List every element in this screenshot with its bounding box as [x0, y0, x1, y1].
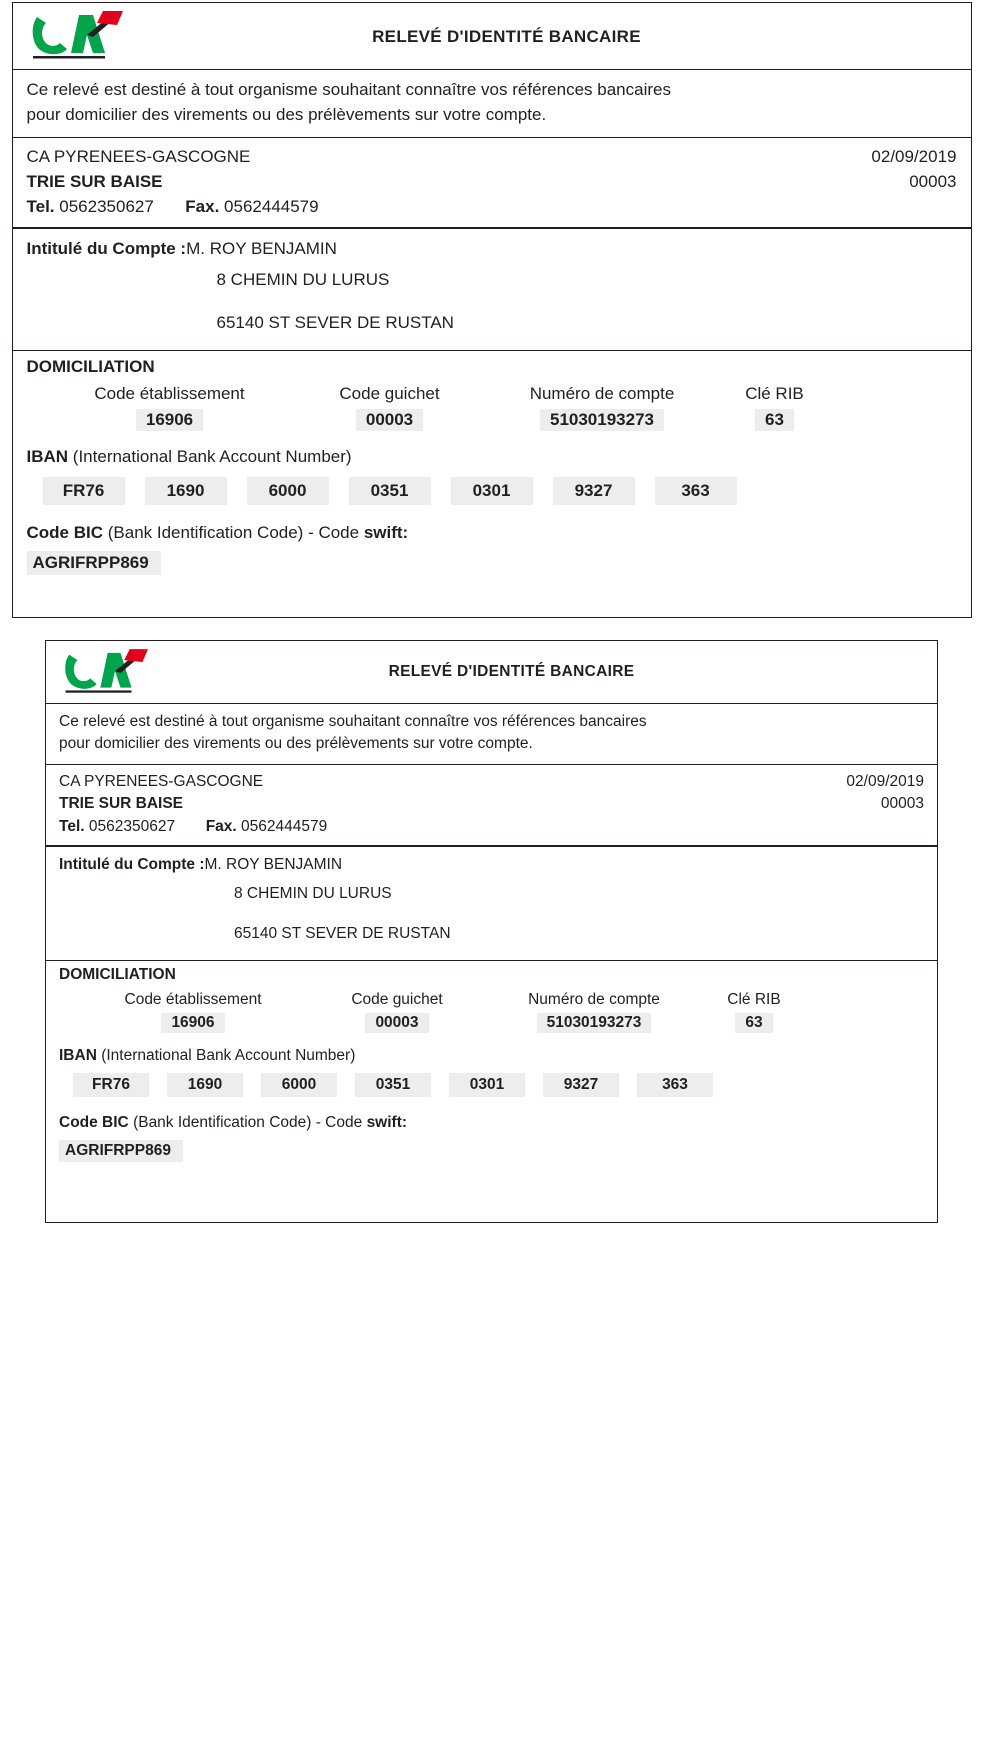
credit-agricole-logo: [27, 9, 147, 65]
tel-label: Tel.: [26, 196, 55, 216]
domiciliation-column: [703, 988, 805, 1033]
branch-code: 00003: [880, 795, 924, 813]
fax-label: Fax.: [205, 817, 237, 835]
bank-block: [13, 138, 971, 227]
rib-header: [13, 3, 971, 69]
account-holder-label: Intitulé du Compte :: [59, 856, 205, 874]
domiciliation-column: [485, 381, 720, 431]
page-title: RELEVÉ D'IDENTITÉ BANCAIRE: [372, 27, 641, 46]
bank-code-value: 16906: [161, 1013, 224, 1033]
address-line-2: 65140 ST SEVER DE RUSTAN: [234, 925, 451, 943]
address-line-1: 8 CHEMIN DU LURUS: [234, 885, 392, 903]
bic-description: (Bank Identification Code) - Code: [133, 1113, 363, 1131]
intro-line-2: pour domicilier des virements ou des prélèvements sur votre compte.: [59, 735, 533, 753]
iban-groups: [59, 1065, 924, 1101]
iban-group: 9327: [553, 477, 635, 505]
contact-line: [27, 195, 957, 220]
account-holder-address: [27, 259, 957, 344]
bank-code-value: 16906: [136, 409, 203, 431]
iban-block: [46, 1040, 937, 1108]
iban-description: (International Bank Account Number): [101, 1046, 356, 1064]
bic-label: Code BIC: [26, 522, 103, 542]
iban-group: 363: [637, 1073, 713, 1097]
swift-label: swift:: [363, 522, 409, 542]
account-number-label: Numéro de compte: [529, 384, 675, 404]
iban-group: 0351: [349, 477, 431, 505]
intro-line-1: Ce relevé est destiné à tout organisme souhaitant connaître vos références bancaires: [26, 80, 671, 99]
statement-date: 02/09/2019: [846, 772, 924, 790]
credit-agricole-logo: [60, 647, 170, 699]
intro-text: [46, 704, 937, 764]
domiciliation-block: [46, 961, 937, 1040]
iban-title: [27, 447, 957, 467]
domiciliation-column: [45, 381, 295, 431]
iban-group: 363: [655, 477, 737, 505]
intro-text: [13, 70, 971, 137]
iban-block: [13, 439, 971, 517]
domiciliation-title: DOMICILIATION: [26, 357, 155, 377]
bank-branch: TRIE SUR BAISE: [59, 795, 184, 813]
fax-value: 0562444579: [224, 196, 319, 216]
address-line-1: 8 CHEMIN DU LURUS: [216, 270, 390, 290]
iban-group: 0301: [451, 477, 533, 505]
branch-code: 00003: [909, 171, 957, 191]
tel-value: 0562350627: [88, 817, 176, 835]
account-number-label: Numéro de compte: [528, 990, 660, 1008]
bank-code-label: Code établissement: [94, 384, 245, 404]
iban-group: 6000: [261, 1073, 337, 1097]
tel-label: Tel.: [59, 817, 85, 835]
iban-group: 6000: [247, 477, 329, 505]
account-holder-line: [27, 239, 957, 259]
account-number-value: 51030193273: [540, 409, 664, 431]
branch-code-label: Code guichet: [351, 990, 443, 1008]
account-holder-name: M. ROY BENJAMIN: [204, 856, 343, 874]
bank-name: CA PYRENEES-GASCOGNE: [59, 772, 264, 790]
branch-code-label: Code guichet: [339, 384, 440, 404]
intro-line-1: Ce relevé est destiné à tout organisme souhaitant connaître vos références bancaires: [59, 712, 647, 730]
bic-value: AGRIFRPP869: [59, 1140, 183, 1162]
domiciliation-grid: [59, 984, 924, 1033]
account-holder-address: [59, 874, 924, 955]
account-holder-label: Intitulé du Compte :: [26, 239, 187, 259]
account-number-value: 51030193273: [537, 1013, 652, 1033]
branch-code-value: 00003: [365, 1013, 428, 1033]
rib-key-value: 63: [755, 409, 794, 431]
bic-description: (Bank Identification Code) - Code: [107, 522, 360, 542]
iban-group: 9327: [543, 1073, 619, 1097]
document-page: [0, 2, 983, 1223]
account-holder-line: [59, 856, 924, 874]
bank-block: [46, 765, 937, 845]
iban-group: 0351: [355, 1073, 431, 1097]
rib-key-label: Clé RIB: [727, 990, 781, 1008]
swift-label: swift:: [366, 1113, 408, 1131]
statement-date: 02/09/2019: [871, 147, 957, 167]
iban-group: FR76: [73, 1073, 149, 1097]
bank-name: CA PYRENEES-GASCOGNE: [26, 147, 251, 167]
rib-card-1: [12, 2, 972, 618]
bank-code-label: Code établissement: [124, 990, 262, 1008]
iban-title: [59, 1047, 924, 1065]
iban-label: IBAN: [26, 446, 69, 466]
bic-value: AGRIFRPP869: [27, 551, 161, 575]
tel-value: 0562350627: [59, 196, 154, 216]
iban-description: (International Bank Account Number): [72, 446, 352, 466]
bic-block: [46, 1108, 937, 1174]
rib-header: [46, 641, 937, 703]
domiciliation-column: [720, 381, 830, 431]
bank-branch: TRIE SUR BAISE: [26, 171, 163, 191]
domiciliation-column: [485, 988, 703, 1033]
iban-group: 0301: [449, 1073, 525, 1097]
bic-title: [27, 523, 957, 543]
iban-group: 1690: [167, 1073, 243, 1097]
account-holder-name: M. ROY BENJAMIN: [186, 239, 337, 259]
bic-label: Code BIC: [59, 1113, 129, 1131]
domiciliation-block: [13, 351, 971, 439]
fax-label: Fax.: [185, 196, 220, 216]
domiciliation-column: [295, 381, 485, 431]
domiciliation-column: [77, 988, 309, 1033]
iban-label: IBAN: [59, 1046, 97, 1064]
contact-line: [59, 816, 924, 838]
rib-key-label: Clé RIB: [745, 384, 804, 404]
domiciliation-title: DOMICILIATION: [59, 965, 176, 983]
address-line-2: 65140 ST SEVER DE RUSTAN: [216, 312, 454, 332]
account-holder-block: [46, 847, 937, 960]
rib-card-2: [45, 640, 938, 1223]
bic-block: [13, 517, 971, 591]
domiciliation-grid: [27, 377, 957, 431]
iban-group: FR76: [43, 477, 125, 505]
branch-code-value: 00003: [356, 409, 423, 431]
intro-line-2: pour domicilier des virements ou des prélèvements sur votre compte.: [26, 104, 547, 124]
domiciliation-column: [309, 988, 485, 1033]
fax-value: 0562444579: [241, 817, 328, 835]
account-holder-block: [13, 229, 971, 350]
bic-title: [59, 1114, 924, 1132]
iban-group: 1690: [145, 477, 227, 505]
iban-groups: [27, 467, 957, 509]
page-title: RELEVÉ D'IDENTITÉ BANCAIRE: [388, 662, 635, 680]
rib-key-value: 63: [735, 1013, 772, 1033]
